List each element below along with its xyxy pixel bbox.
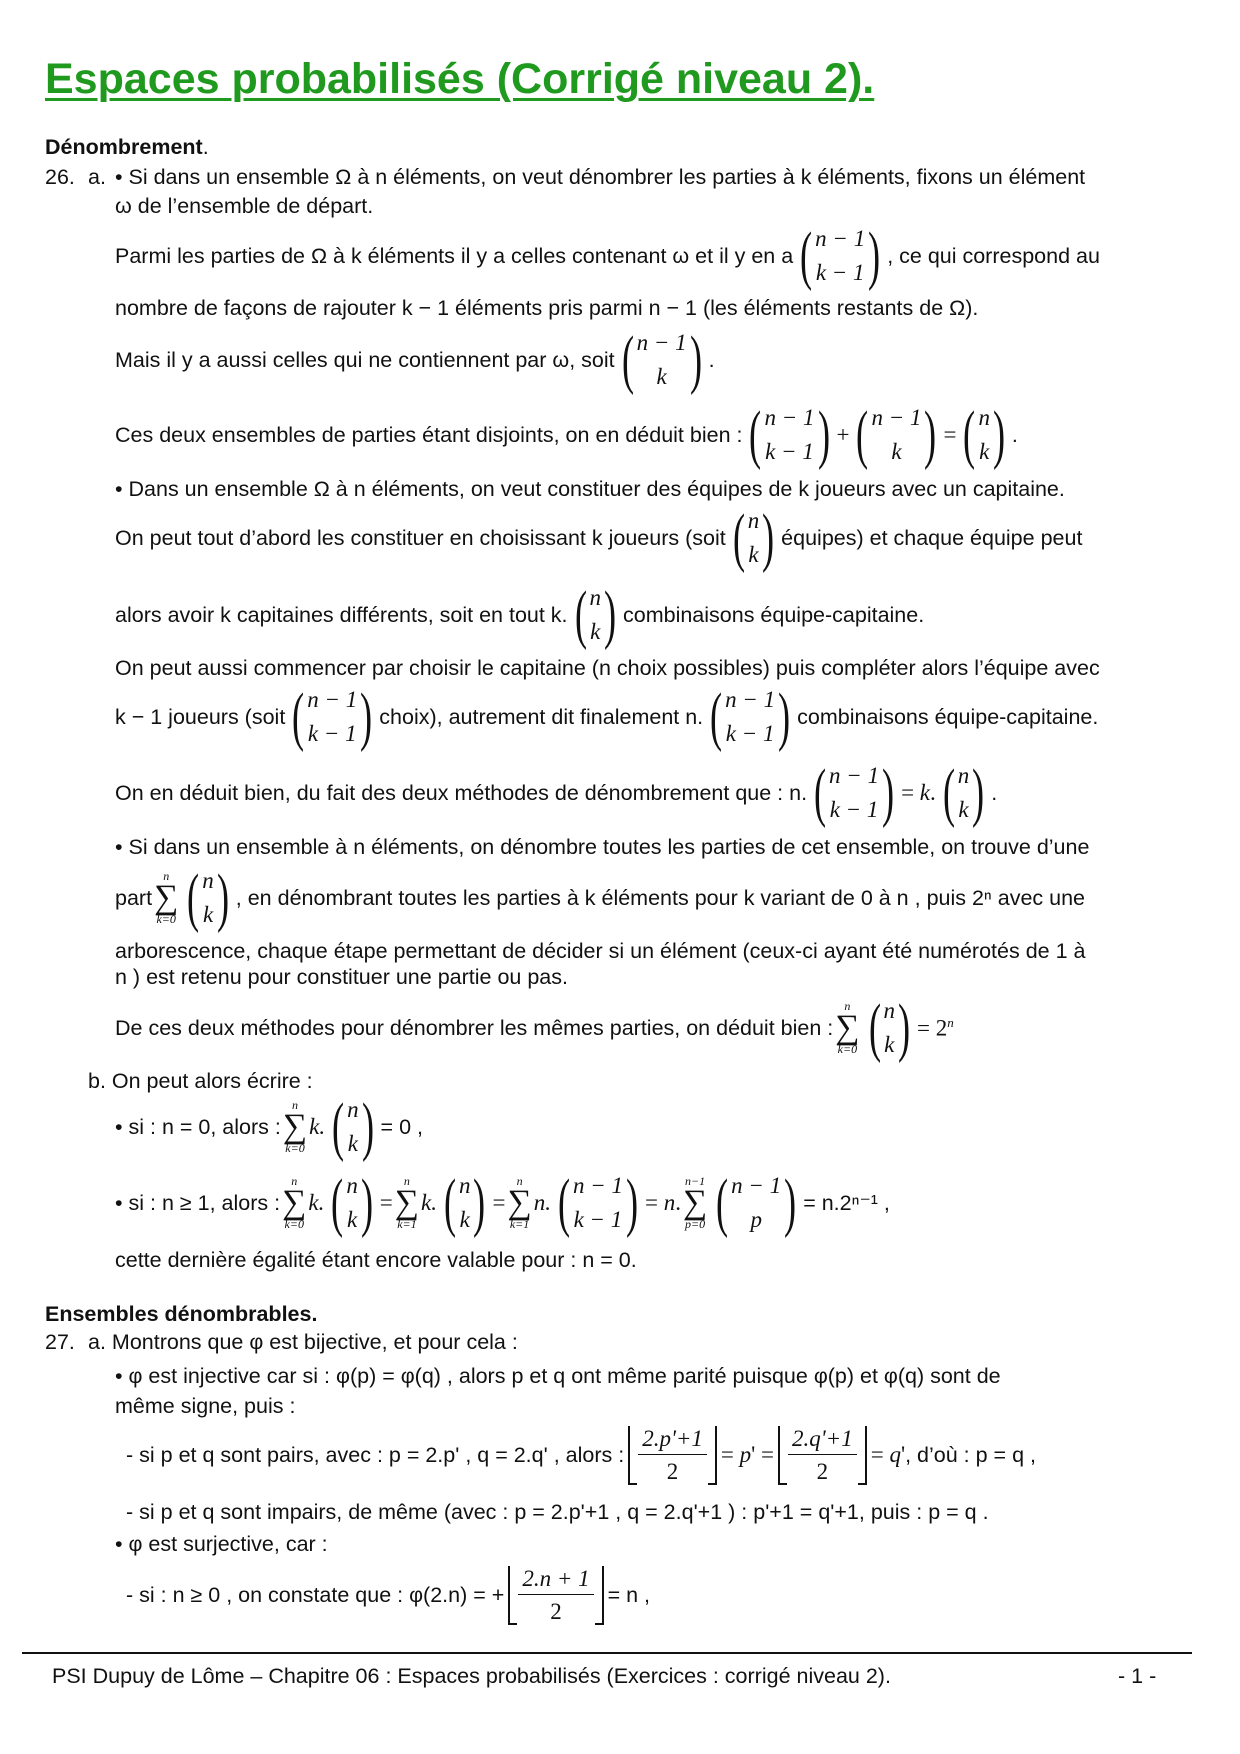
ex26-line-8: On peut tout d’abord les constituer en choisissant k joueurs (soit ( n k ) équipes) et chaque équipe peut bbox=[115, 501, 1083, 574]
ex26-b-line-3: cette dernière égalité étant encore valable pour : n = 0. bbox=[115, 1248, 637, 1272]
ex27-line-7: - si : n ≥ 0 , on constate que : φ(2.n) = + $\frac{2.n + 1}{2}$ = n , bbox=[126, 1565, 651, 1624]
ex26-line-4: nombre de façons de rajouter k − 1 éléments pris parmi n − 1 (les éléments restants de Ω). bbox=[115, 296, 979, 320]
ex26-line-16: n ) est retenu pour constituer une partie ou pas. bbox=[115, 965, 568, 989]
exercise-26-part-a: a. bbox=[88, 165, 106, 189]
ex26-line-11: k − 1 joueurs (soit ( n − 1 k − 1 ) choix), autrement dit finalement n. ( n − 1 k − 1 ) combinaisons équipe-capitaine. bbox=[115, 680, 1099, 753]
exercise-26-number: 26. bbox=[45, 165, 75, 189]
ex26-line-14: part n ∑ k=0 ( n k ) , en dénombrant toutes les parties à k éléments pour k variant de 0 à n , puis 2ⁿ avec une bbox=[115, 861, 1086, 934]
ex26-line-13: • Si dans un ensemble à n éléments, on dénombre toutes les parties de cet ensemble, on trouve d’une bbox=[115, 835, 1090, 859]
ex27-line-4: - si p et q sont pairs, avec : p = 2.p' , q = 2.q' , alors : $\frac{2.p'+1}{2}$ = p' = $\frac{2.q'+1}{2}$ = q' , d’où : p = q , bbox=[126, 1425, 1036, 1484]
ex26-b-line-1: • si : n = 0, alors : n ∑ k=0 k. ( n k ) = 0 , bbox=[115, 1090, 423, 1163]
ex27-line-1: a. Montrons que φ est bijective, et pour cela : bbox=[88, 1330, 518, 1354]
ex26-line-12: On en déduit bien, du fait des deux méthodes de dénombrement que : n. ( n − 1 k − 1 ) = k. ( n k ) . bbox=[115, 756, 998, 829]
section-heading-ensembles-denombrables: Ensembles dénombrables. bbox=[45, 1302, 318, 1326]
ex26-line-6-pascal: Ces deux ensembles de parties étant disjoints, on en déduit bien : ( n − 1 k − 1 ) + ( n − 1 k ) = ( n k ) . bbox=[115, 398, 1018, 471]
ex26-part-b: b. On peut alors écrire : bbox=[88, 1069, 313, 1093]
ex26-b-line-2: • si : n ≥ 1, alors : n ∑ k=0 k. ( n k ) = n ∑ k=1 k. ( n k ) = n ∑ k=1 n. ( n − 1 k − 1 ) = n. n−1 ∑ p=0 ( n − 1 p ) = n.2ⁿ⁻¹ , bbox=[115, 1166, 890, 1239]
ex26-line-17: De ces deux méthodes pour dénombrer les mêmes parties, on déduit bien : n ∑ k=0 ( n k ) = $2^n$ bbox=[115, 991, 954, 1064]
footer-text: PSI Dupuy de Lôme – Chapitre 06 : Espaces probabilisés (Exercices : corrigé niveau 2). bbox=[52, 1664, 891, 1688]
ex26-line-1: • Si dans un ensemble Ω à n éléments, on veut dénombrer les parties à k éléments, fixons un élément bbox=[115, 165, 1086, 189]
section-heading-denombrement: Dénombrement. bbox=[45, 135, 209, 159]
ex26-line-3: Parmi les parties de Ω à k éléments il y a celles contenant ω et il y en a ( n − 1 k − 1 ) , ce qui correspond au bbox=[115, 219, 1100, 292]
ex27-line-2: • φ est injective car si : φ(p) = φ(q) , alors p et q ont même parité puisque φ(p) et φ(q) sont de bbox=[115, 1364, 1001, 1388]
ex27-line-3: même signe, puis : bbox=[115, 1394, 296, 1418]
ex27-line-6: • φ est surjective, car : bbox=[115, 1532, 328, 1556]
binom-n1-k1: ( n − 1 k − 1 ) bbox=[800, 219, 881, 292]
footer-rule bbox=[22, 1652, 1192, 1654]
page-number: - 1 - bbox=[1118, 1664, 1157, 1688]
ex26-line-5: Mais il y a aussi celles qui ne contiennent par ω, soit ( n − 1 k ) . bbox=[115, 323, 715, 396]
binom-n1-k: ( n − 1 k ) bbox=[621, 323, 702, 396]
ex27-line-5: - si p et q sont impairs, de même (avec : p = 2.p'+1 , q = 2.q'+1 ) : p'+1 = q'+1, puis : p = q . bbox=[126, 1500, 989, 1524]
ex26-line-10: On peut aussi commencer par choisir le capitaine (n choix possibles) puis compléter alors l’équipe avec bbox=[115, 656, 1100, 680]
ex26-line-2: ω de l’ensemble de départ. bbox=[115, 194, 374, 218]
page-title: Espaces probabilisés (Corrigé niveau 2). bbox=[45, 55, 875, 103]
exercise-27-number: 27. bbox=[45, 1330, 75, 1354]
ex26-line-15: arborescence, chaque étape permettant de décider si un élément (ceux-ci ayant été numérotés de 1 à bbox=[115, 939, 1086, 963]
ex26-line-9: alors avoir k capitaines différents, soit en tout k. ( n k ) combinaisons équipe-capitaine. bbox=[115, 578, 925, 651]
ex26-line-7: • Dans un ensemble Ω à n éléments, on veut constituer des équipes de k joueurs avec un capitaine. bbox=[115, 477, 1065, 501]
